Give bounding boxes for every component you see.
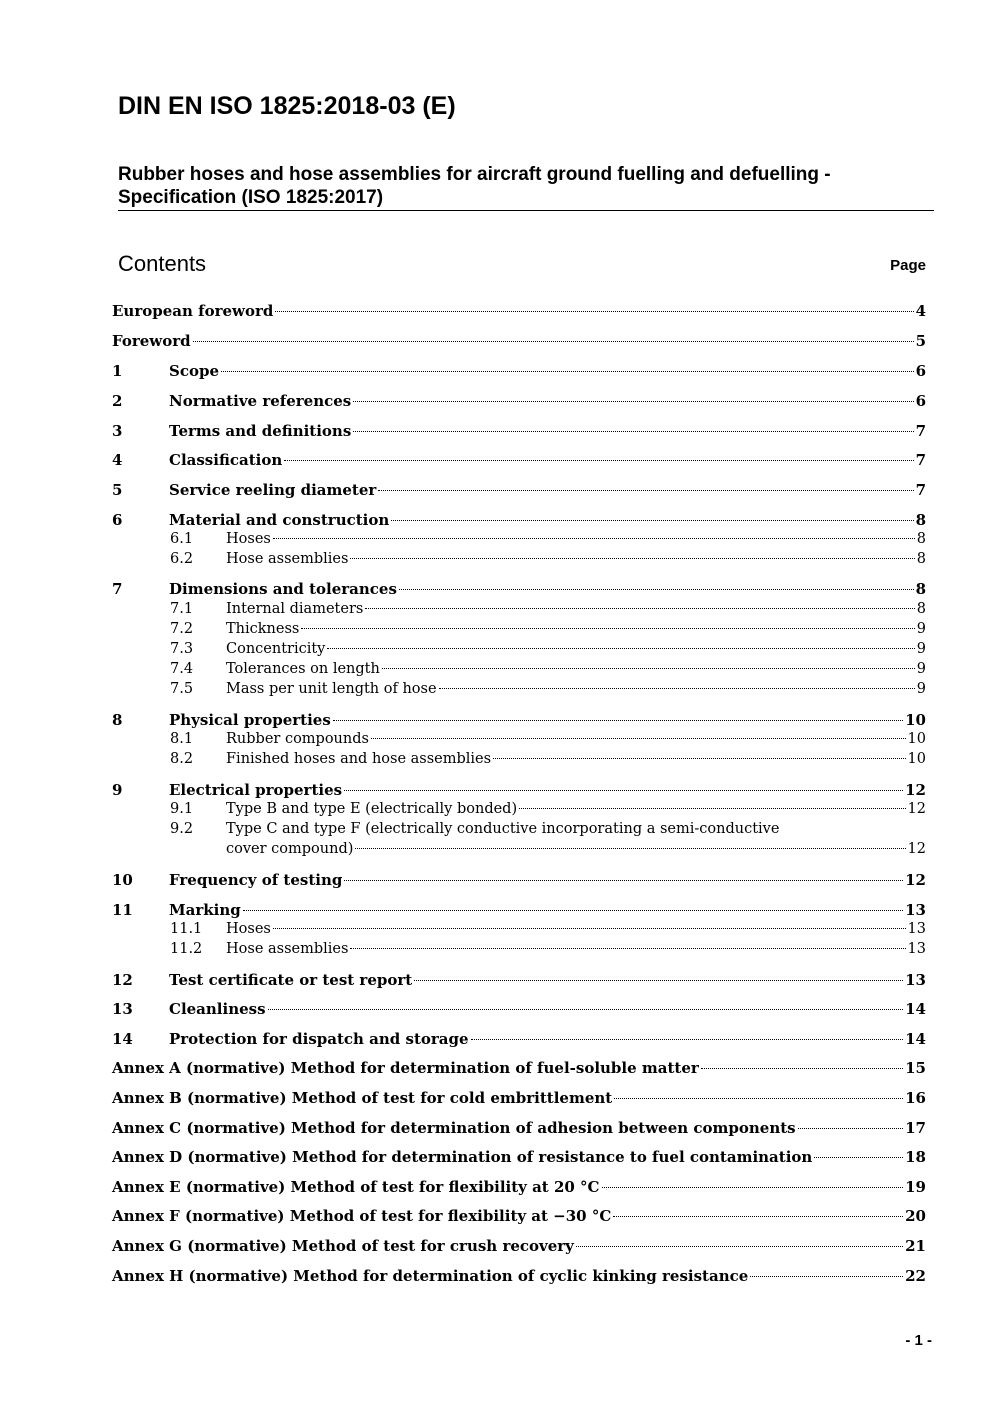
dot-leader [391, 520, 913, 521]
toc-entry-number: 7.4 [170, 661, 194, 677]
toc-entry[interactable] [112, 621, 926, 641]
toc-entry-title: Frequency of testing [169, 871, 343, 889]
toc-entry-page: 10 [905, 711, 926, 729]
toc-entry-page: 4 [915, 302, 926, 320]
dot-leader [350, 558, 914, 559]
dot-leader [365, 608, 914, 609]
dot-leader [355, 848, 905, 849]
toc-entry-number: 6.2 [170, 551, 194, 567]
toc-entry-number: 4 [112, 451, 123, 469]
dot-leader [353, 431, 913, 432]
toc-entry-number: 11 [112, 901, 133, 919]
toc-entry-page: 12 [907, 841, 926, 857]
dot-leader [243, 910, 903, 911]
toc-entry-title: Scope [169, 362, 220, 380]
toc-entry-title: Hoses [226, 531, 271, 547]
toc-entry-page: 8 [916, 531, 926, 547]
toc-entry[interactable] [112, 971, 926, 991]
toc-entry-page: 19 [905, 1178, 926, 1196]
toc-entry-number: 8.2 [170, 751, 194, 767]
toc-entry-number: 7.3 [170, 641, 194, 657]
toc-entry-number: 11.1 [170, 921, 203, 937]
toc-entry[interactable] [112, 1030, 926, 1050]
document-title-line-2: Specification (ISO 1825:2017) [118, 187, 384, 208]
toc-entry-number: 11.2 [170, 941, 203, 957]
toc-entry-page: 6 [915, 392, 926, 410]
toc-entry-page: 13 [907, 921, 926, 937]
toc-entry-page: 8 [916, 551, 926, 567]
dot-leader [382, 668, 915, 669]
toc-entry-title: Finished hoses and hose assemblies [226, 751, 492, 767]
toc-entry[interactable] [112, 302, 926, 322]
toc-entry-page: 13 [905, 971, 926, 989]
toc-entry-title: Physical properties [169, 711, 331, 729]
toc-entry-number: 5 [112, 481, 123, 499]
toc-entry-title: Service reeling diameter [169, 481, 377, 499]
toc-entry[interactable] [112, 1000, 926, 1020]
toc-entry-page: 12 [905, 871, 926, 889]
dot-leader [333, 720, 903, 721]
dot-leader [371, 738, 906, 739]
toc-entry-number: 7.5 [170, 681, 194, 697]
toc-entry-number: 7.2 [170, 621, 194, 637]
toc-entry-page: 5 [915, 332, 926, 350]
toc-entry-title: Mass per unit length of hose [226, 681, 437, 697]
page-column-label: Page [890, 257, 926, 274]
toc-entry-number: 8 [112, 711, 123, 729]
dot-leader [439, 688, 915, 689]
dot-leader [750, 1276, 903, 1277]
toc-entry-title: Hose assemblies [226, 551, 349, 567]
toc-entry-title: Concentricity [226, 641, 326, 657]
toc-entry-title: Marking [169, 901, 241, 919]
toc-entry-number: 8.1 [170, 731, 194, 747]
toc-entry-page: 10 [907, 751, 926, 767]
dot-leader [275, 311, 913, 312]
toc-entry[interactable] [112, 1119, 926, 1139]
toc-entry-page: 9 [916, 681, 926, 697]
toc-entry-title: Normative references [169, 392, 352, 410]
dot-leader [576, 1246, 903, 1247]
toc-entry-title: Classification [169, 451, 283, 469]
toc-entry[interactable] [112, 821, 926, 841]
toc-entry-page: 17 [905, 1119, 926, 1137]
toc-entry-title: Type C and type F (electrically conductive incorporating a semi-conductive [226, 821, 780, 837]
toc-entry-title: Annex C (normative) Method for determination of adhesion between components [112, 1119, 796, 1137]
toc-entry[interactable] [112, 801, 926, 821]
toc-entry-title: Rubber compounds [226, 731, 369, 747]
toc-entry-continuation[interactable] [112, 841, 926, 861]
toc-entry-page: 13 [905, 901, 926, 919]
toc-entry-page: 14 [905, 1030, 926, 1048]
toc-entry-number: 14 [112, 1030, 133, 1048]
toc-entry[interactable] [112, 681, 926, 701]
document-id: DIN EN ISO 1825:2018-03 (E) [118, 92, 456, 120]
toc-entry-title: Annex G (normative) Method of test for crush recovery [112, 1237, 574, 1255]
dot-leader [614, 1098, 903, 1099]
dot-leader [301, 628, 914, 629]
toc-entry-title: European foreword [112, 302, 274, 320]
toc-entry[interactable] [112, 661, 926, 681]
dot-leader [493, 758, 905, 759]
title-rule [118, 210, 934, 211]
toc-entry[interactable] [112, 1267, 926, 1287]
toc-entry-title: Material and construction [169, 511, 390, 529]
dot-leader [193, 341, 914, 342]
toc-entry-title: Terms and definitions [169, 422, 352, 440]
toc-entry[interactable] [112, 1207, 926, 1227]
toc-entry[interactable] [112, 392, 926, 412]
dot-leader [353, 401, 913, 402]
toc-entry-page: 7 [915, 451, 926, 469]
toc-entry-title: Tolerances on length [226, 661, 380, 677]
toc-entry-page: 8 [915, 580, 926, 598]
toc-entry[interactable] [112, 531, 926, 551]
toc-entry-number: 12 [112, 971, 133, 989]
toc-entry-title: Electrical properties [169, 781, 343, 799]
dot-leader [613, 1216, 903, 1217]
toc-entry-page: 10 [907, 731, 926, 747]
toc-entry-title: Dimensions and tolerances [169, 580, 397, 598]
toc-entry[interactable] [112, 781, 926, 801]
toc-entry-page: 21 [905, 1237, 926, 1255]
toc-entry[interactable] [112, 711, 926, 731]
toc-entry-number: 3 [112, 422, 123, 440]
toc-entry-page: 12 [907, 801, 926, 817]
toc-entry-page: 13 [907, 941, 926, 957]
toc-entry[interactable] [112, 481, 926, 501]
toc-entry-page: 7 [915, 481, 926, 499]
toc-entry-title: Annex A (normative) Method for determination of fuel-soluble matter [112, 1059, 699, 1077]
toc-entry-title: Type B and type E (electrically bonded) [226, 801, 518, 817]
toc-entry-title: Test certificate or test report [169, 971, 413, 989]
page-number: - 1 - [905, 1332, 932, 1349]
toc-entry[interactable] [112, 551, 926, 571]
toc-entry-title: Annex E (normative) Method of test for flexibility at 20 °C [112, 1178, 600, 1196]
toc-entry[interactable] [112, 871, 926, 891]
toc-entry[interactable] [112, 731, 926, 751]
dot-leader [798, 1128, 904, 1129]
toc-entry-number: 6 [112, 511, 123, 529]
toc-entry-page: 12 [905, 781, 926, 799]
dot-leader [602, 1187, 904, 1188]
toc-entry[interactable] [112, 641, 926, 661]
toc-entry[interactable] [112, 580, 926, 600]
dot-leader [350, 948, 905, 949]
toc-entry[interactable] [112, 1178, 926, 1198]
toc-entry-title: Annex D (normative) Method for determination of resistance to fuel contamination [112, 1148, 813, 1166]
dot-leader [273, 538, 915, 539]
toc-entry-title: Cleanliness [169, 1000, 266, 1018]
toc-entry-page: 9 [916, 621, 926, 637]
toc-entry-title: Thickness [226, 621, 300, 637]
toc-entry-number: 6.1 [170, 531, 194, 547]
dot-leader [344, 790, 903, 791]
dot-leader [814, 1157, 903, 1158]
dot-leader [344, 880, 903, 881]
toc-entry-number: 9.2 [170, 821, 194, 837]
toc-entry-page: 6 [915, 362, 926, 380]
dot-leader [519, 808, 905, 809]
toc-entry-title-continuation: cover compound) [226, 841, 354, 857]
toc-entry-number: 7.1 [170, 601, 194, 617]
dot-leader [399, 589, 914, 590]
toc-entry[interactable] [112, 921, 926, 941]
toc-entry-number: 9.1 [170, 801, 194, 817]
toc-entry[interactable] [112, 422, 926, 442]
toc-entry[interactable] [112, 511, 926, 531]
toc-entry-title: Protection for dispatch and storage [169, 1030, 469, 1048]
toc-entry-page: 7 [915, 422, 926, 440]
dot-leader [221, 371, 914, 372]
dot-leader [273, 928, 906, 929]
toc-entry-page: 16 [905, 1089, 926, 1107]
toc-entry-page: 18 [905, 1148, 926, 1166]
dot-leader [378, 490, 913, 491]
toc-entry-page: 9 [916, 641, 926, 657]
dot-leader [327, 648, 914, 649]
toc-entry-number: 2 [112, 392, 123, 410]
toc-entry-title: Annex F (normative) Method of test for flexibility at −30 °C [112, 1207, 612, 1225]
dot-leader [284, 460, 913, 461]
toc-entry-number: 13 [112, 1000, 133, 1018]
toc-entry-page: 8 [915, 511, 926, 529]
toc-entry-title: Internal diameters [226, 601, 364, 617]
toc-entry-title: Annex B (normative) Method of test for cold embrittlement [112, 1089, 613, 1107]
toc-entry-number: 10 [112, 871, 133, 889]
contents-heading: Contents [118, 251, 207, 276]
dot-leader [268, 1009, 904, 1010]
toc-entry-page: 22 [905, 1267, 926, 1285]
dot-leader [701, 1068, 903, 1069]
toc-entry-page: 9 [916, 661, 926, 677]
toc-entry[interactable] [112, 901, 926, 921]
dot-leader [471, 1039, 904, 1040]
toc-entry-page: 15 [905, 1059, 926, 1077]
toc-entry-title: Foreword [112, 332, 191, 350]
toc-entry-number: 1 [112, 362, 123, 380]
toc-entry-page: 20 [905, 1207, 926, 1225]
toc-entry[interactable] [112, 751, 926, 771]
toc-entry-number: 9 [112, 781, 123, 799]
toc-entry[interactable] [112, 941, 926, 961]
dot-leader [414, 980, 903, 981]
toc-entry[interactable] [112, 601, 926, 621]
toc-entry-number: 7 [112, 580, 123, 598]
toc-entry-page: 8 [916, 601, 926, 617]
toc-entry[interactable] [112, 1237, 926, 1257]
toc-entry-title: Annex H (normative) Method for determination of cyclic kinking resistance [112, 1267, 749, 1285]
toc-entry[interactable] [112, 1059, 926, 1079]
toc-entry-title: Hoses [226, 921, 271, 937]
toc-entry-page: 14 [905, 1000, 926, 1018]
toc-entry[interactable] [112, 332, 926, 352]
toc-entry[interactable] [112, 1148, 926, 1168]
toc-entry[interactable] [112, 362, 926, 382]
toc-entry[interactable] [112, 1089, 926, 1109]
toc-entry-title: Hose assemblies [226, 941, 349, 957]
document-title-line-1: Rubber hoses and hose assemblies for aircraft ground fuelling and defuelling - [118, 164, 831, 185]
toc-entry[interactable] [112, 451, 926, 471]
